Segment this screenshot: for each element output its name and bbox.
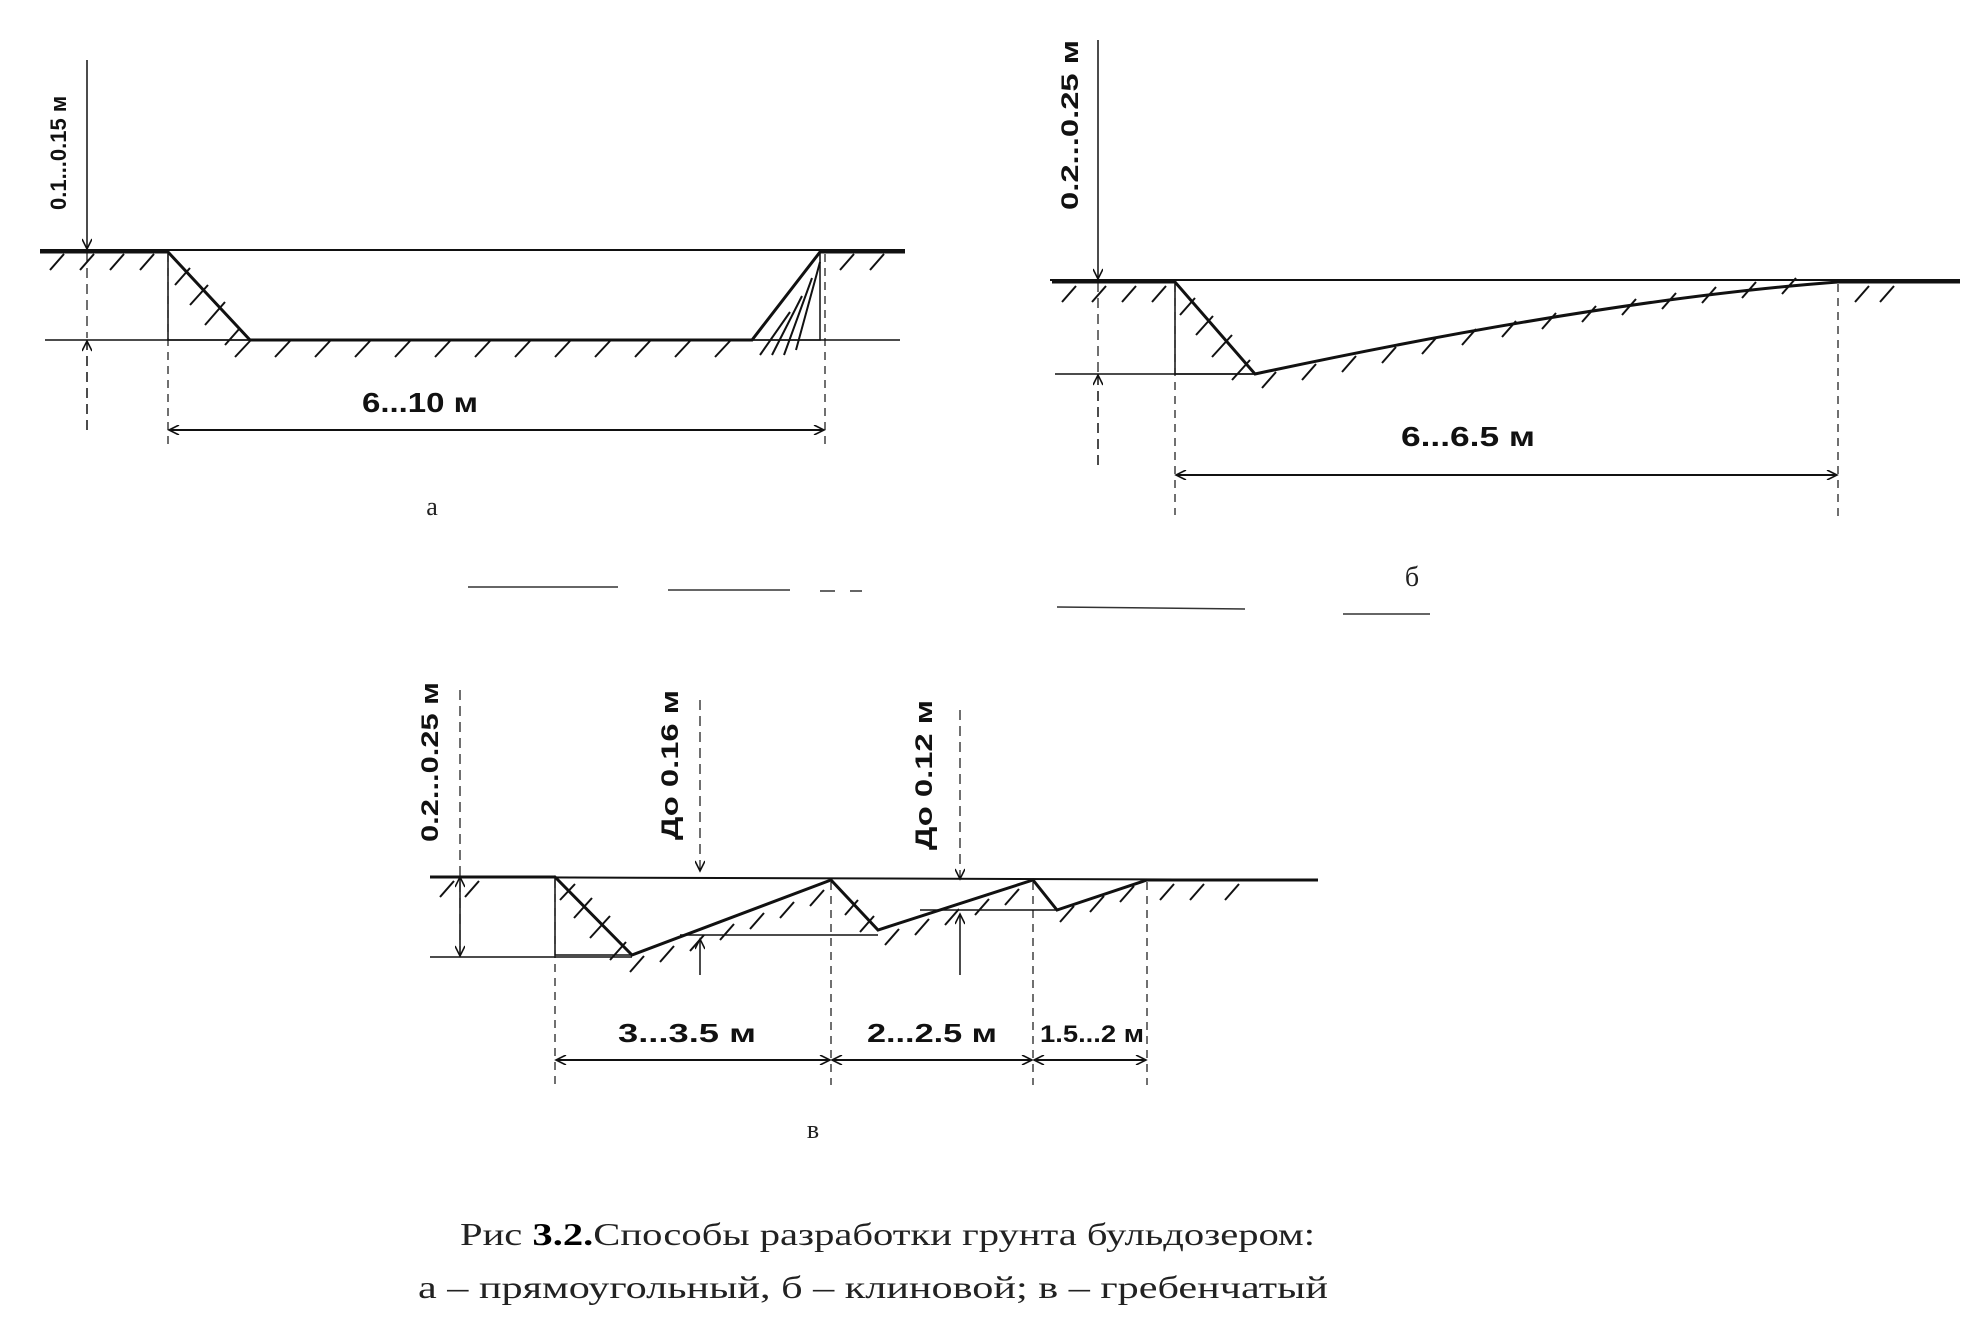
letter-a: а <box>426 492 438 521</box>
hatching-a <box>50 254 884 357</box>
depth-label-b: 0.2...0.25 м <box>1057 85 1084 210</box>
caption-line2: а – прямоугольный, б – клиновой; в – гребенчатый <box>418 1269 1328 1305</box>
letter-c: в <box>806 1115 820 1144</box>
depth-label-c: 0.2...0.25 м <box>417 717 444 842</box>
letter-b: б <box>1404 562 1420 593</box>
depth-label-c2: До 0.16 м <box>657 730 684 840</box>
hatching-c <box>440 881 1239 972</box>
width-label-a: 6...10 м <box>362 387 478 418</box>
caption-line1: Способы разработки грунта бульдозером: <box>593 1216 1163 1252</box>
svg-text:Рис 3.2.Способы разработки гру <box>460 1216 1315 1252</box>
figure-caption <box>418 1216 1328 1305</box>
caption-prefix: Рис <box>460 1216 510 1252</box>
diagram-a <box>40 60 905 521</box>
width-label-b: 6...6.5 м <box>1401 421 1535 452</box>
caption-number: 3.2. <box>532 1216 581 1252</box>
segment-label-c2: 2...2.5 м <box>867 1018 997 1048</box>
segment-label-c1: 3...3.5 м <box>618 1018 756 1048</box>
scan-dashes <box>468 587 1430 614</box>
segment-label-c3: 1.5...2 м <box>1040 1021 1144 1048</box>
profile-a <box>40 252 905 340</box>
depth-label-c3: До 0.12 м <box>911 740 938 850</box>
diagram-c <box>417 682 1318 1144</box>
depth-label-a: 0.1...0.15 м <box>46 95 71 210</box>
profile-b <box>1052 282 1960 374</box>
diagram-b <box>1050 40 1960 593</box>
